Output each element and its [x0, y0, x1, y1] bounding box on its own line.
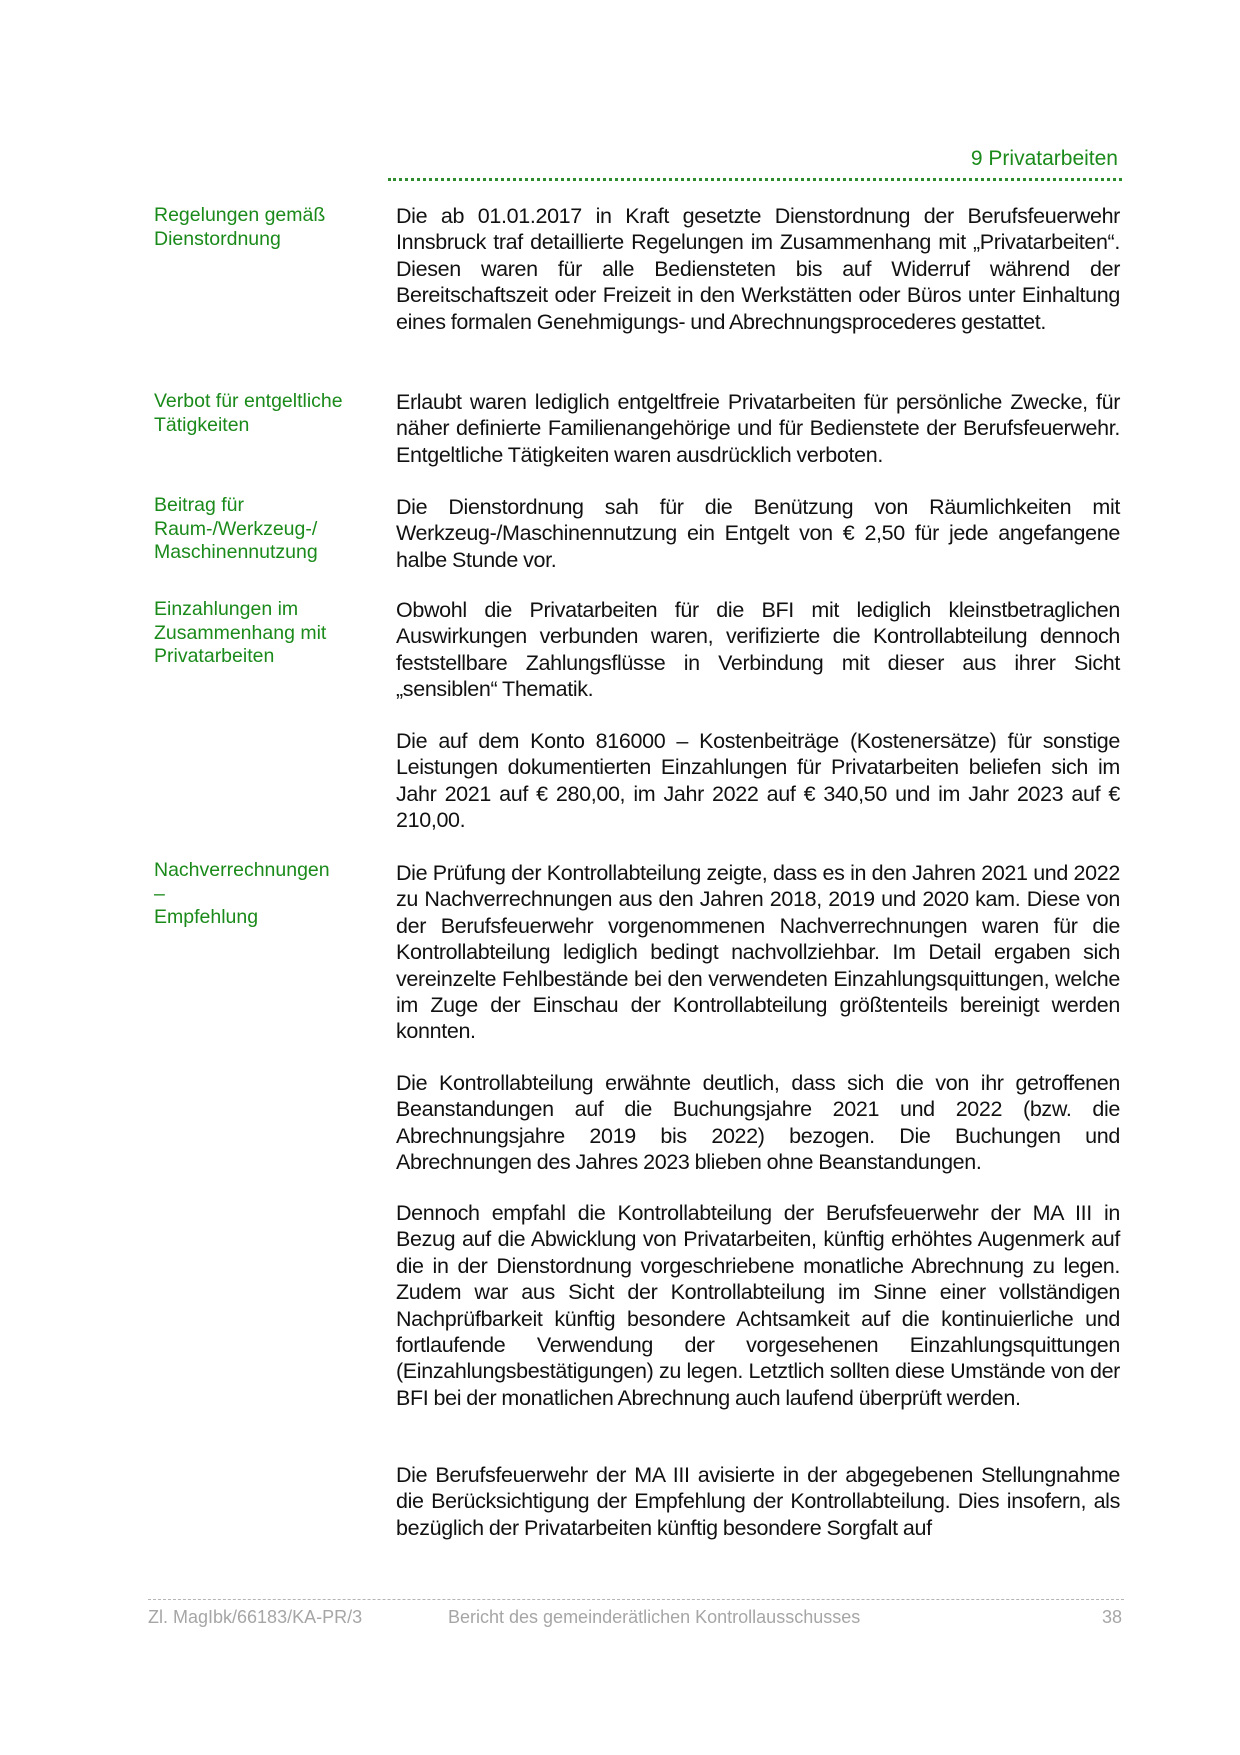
margin-note-line: –	[154, 882, 165, 905]
margin-note-nachverrechnungen	[154, 859, 369, 930]
margin-note-verbot: Verbot für entgeltliche Tätigkeiten	[154, 390, 343, 436]
paragraph-nachverrechnungen-1: Die Prüfung der Kontrollabteilung zeigte, dass es in den Jahren 2021 und 2022 zu Nachverrechnungen aus den Jahren 2018, 2019 und 2020 kam. Diese von der Berufsfeuerwehr vorgenommenen Nachverrechnungen waren für die Kontrollabteilung lediglich bedingt nachvollziehbar. Im Detail ergaben sich vereinzelte Fehlbestände bei den verwendeten Einzahlungsquittungen, welche im Zuge der Einschau der Kontrollabteilung größtenteils bereinigt werden konnten.	[396, 861, 1120, 1044]
footer-dashed-rule	[148, 1599, 1124, 1600]
paragraph-einzahlungen-2: Die auf dem Konto 816000 – Kostenbeiträge (Kostenersätze) für sonstige Leistungen dokumentierten Einzahlungen für Privatarbeiten beliefen sich im Jahr 2021 auf € 280,00, im Jahr 2022 auf € 340,50 und im Jahr 2023 auf € 210,00.	[396, 729, 1120, 833]
paragraph-stellungnahme: Die Berufsfeuerwehr der MA III avisierte in der abgegebenen Stellungnahme die Berücksichtigung der Empfehlung der Kontrollabteilung. Dies insofern, als bezüglich der Privatarbeiten künftig besondere Sorgfalt auf	[396, 1463, 1120, 1540]
paragraph-regelungen: Die ab 01.01.2017 in Kraft gesetzte Dienstordnung der Berufsfeuerwehr Innsbruck traf detaillierte Regelungen im Zusammenhang mit „Privatarbeiten“. Diesen waren für alle Bediensteten bis auf Widerruf während der Bereitschaftszeit oder Freizeit in den Werkstätten oder Büros unter Einhaltung eines formalen Genehmigungs- und Abrechnungsprocederes gestattet.	[396, 204, 1120, 334]
paragraph-verbot: Erlaubt waren lediglich entgeltfreie Privatarbeiten für persönliche Zwecke, für näher definierte Familienangehörige und für Bedienstete der Berufsfeuerwehr. Entgeltliche Tätigkeiten waren ausdrücklich verboten.	[396, 390, 1120, 467]
paragraph-nachverrechnungen-2: Die Kontrollabteilung erwähnte deutlich, dass sich die von ihr getroffenen Beanstandungen auf die Buchungsjahre 2021 und 2022 (bzw. die Abrechnungsjahre 2019 bis 2022) bezogen. Die Buchungen und Abrechnungen des Jahres 2023 blieben ohne Beanstandungen.	[396, 1071, 1120, 1175]
footer-report-title: Bericht des gemeinderätlichen Kontrollausschusses	[448, 1607, 861, 1627]
paragraph-empfehlung: Dennoch empfahl die Kontrollabteilung der Berufsfeuerwehr der MA III in Bezug auf die Abwicklung von Privatarbeiten, künftig erhöhtes Augenmerk auf die in der Dienstordnung vorgeschriebene monatliche Abrechnung zu legen. Zudem war aus Sicht der Kontrollabteilung im Sinne einer vollständigen Nachprüfbarkeit künftig besondere Achtsamkeit auf die kontinuierliche und fortlaufende Verwendung der vorgesehenen Einzahlungsquittungen (Einzahlungsbestätigungen) zu legen. Letztlich sollten diese Umstände von der BFI bei der monatlichen Abrechnung auch laufend überprüft werden.	[396, 1201, 1120, 1410]
header-dotted-rule	[388, 178, 1122, 181]
chapter-title: 9 Privatarbeiten	[970, 147, 1118, 170]
margin-note-einzahlungen: Einzahlungen im Zusammenhang mit Privatarbeiten	[154, 598, 327, 667]
page-number: 38	[1101, 1607, 1122, 1627]
footer-reference: Zl. MagIbk/66183/KA-PR/3	[148, 1607, 363, 1627]
paragraph-einzahlungen-1: Obwohl die Privatarbeiten für die BFI mit lediglich kleinstbetraglichen Auswirkungen verbunden waren, verifizierte die Kontrollabteilung dennoch feststellbare Zahlungsflüsse in Verbindung mit dieser aus ihrer Sicht „sensiblen“ Thematik.	[396, 598, 1120, 702]
margin-note-regelungen: Regelungen gemäß Dienstordnung	[154, 204, 326, 250]
page-header	[388, 146, 1122, 181]
page-footer	[148, 1599, 1124, 1628]
margin-note-line: Nachverrechnungen	[154, 859, 330, 881]
margin-note-line: Empfehlung	[154, 906, 259, 928]
paragraph-beitrag: Die Dienstordnung sah für die Benützung von Räumlichkeiten mit Werkzeug-/Maschinennutzung ein Entgelt von € 2,50 für jede angefangene halbe Stunde vor.	[396, 495, 1120, 572]
margin-note-beitrag: Beitrag für Raum-/Werkzeug-/ Maschinennutzung	[154, 494, 318, 563]
